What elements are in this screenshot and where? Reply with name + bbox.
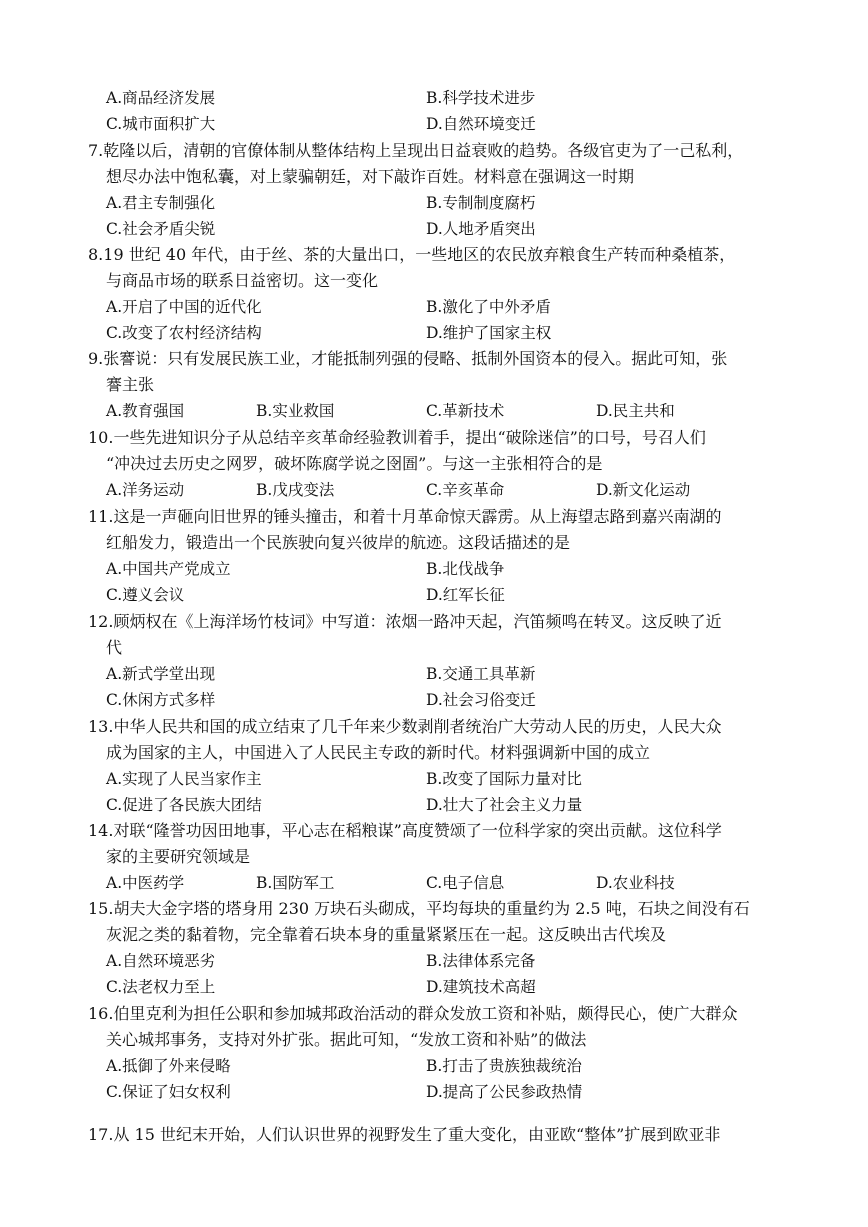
option-c[interactable]: C.促进了各民族大团结: [106, 796, 262, 814]
option-b[interactable]: B.法律体系完备: [426, 952, 536, 970]
option-d[interactable]: D.红军长征: [426, 586, 505, 604]
option-d[interactable]: D.农业科技: [596, 874, 675, 892]
option-a[interactable]: A.开启了中国的近代化: [106, 298, 262, 316]
option-b[interactable]: B.激化了中外矛盾: [426, 298, 551, 316]
option-a[interactable]: A.君主专制强化: [106, 194, 216, 212]
option-c[interactable]: C.改变了农村经济结构: [106, 324, 262, 342]
options-row: [88, 582, 788, 608]
options-row: [88, 687, 788, 713]
question-12: [88, 609, 788, 713]
question-stem: 10.一些先进知识分子从总结辛亥革命经验教训着手，提出“破除迷信”的口号，号召人们 “冲决过去历史之网罗，破坏陈腐学说之囹圄”。与这一主张相符合的是: [88, 428, 706, 473]
option-d[interactable]: D.自然环境变迁: [426, 115, 536, 133]
question-stem: 13.中华人民共和国的成立结束了几千年来少数剥削者统治广大劳动人民的历史，人民大众 成为国家的主人，中国进入了人民民主专政的新时代。材料强调新中国的成立: [88, 717, 722, 762]
option-b[interactable]: B.戊戌变法: [256, 481, 335, 499]
option-c[interactable]: C.城市面积扩大: [106, 115, 216, 133]
options-row: [88, 320, 788, 346]
question-9: [88, 346, 788, 424]
question-stem: 8.19 世纪 40 年代，由于丝、茶的大量出口，一些地区的农民放弃粮食生产转而种桑植茶， 与商品市场的联系日益密切。这一变化: [88, 245, 736, 290]
option-d[interactable]: D.民主共和: [596, 402, 675, 420]
option-c[interactable]: C.电子信息: [426, 874, 505, 892]
option-b[interactable]: B.实业救国: [256, 402, 335, 420]
options-row: [88, 948, 788, 974]
question-stem: 16.伯里克利为担任公职和参加城邦政治活动的群众发放工资和补贴，颇得民心，使广大群众 关心城邦事务，支持对外扩张。据此可知，“发放工资和补贴”的做法: [88, 1004, 738, 1049]
options-row: [88, 111, 788, 137]
question-10: [88, 425, 788, 503]
option-a[interactable]: A.自然环境恶劣: [106, 952, 216, 970]
option-c[interactable]: C.保证了妇女权利: [106, 1083, 231, 1101]
question-stem: 15.胡夫大金字塔的塔身用 230 万块石头砌成，平均每块的重量约为 2.5 吨，石块之间没有石 灰泥之类的黏着物，完全靠着石块本身的重量紧紧压在一起。这反映出古代埃及: [88, 899, 750, 944]
option-b[interactable]: B.交通工具革新: [426, 665, 536, 683]
options-row: [88, 792, 788, 818]
question-11: [88, 504, 788, 608]
question-15: [88, 896, 788, 1000]
option-d[interactable]: D.社会习俗变迁: [426, 691, 536, 709]
option-c[interactable]: C.社会矛盾尖锐: [106, 220, 216, 238]
options-row: [88, 216, 788, 242]
option-c[interactable]: C.革新技术: [426, 402, 505, 420]
question-16: [88, 1001, 788, 1105]
option-c[interactable]: C.辛亥革命: [426, 481, 505, 499]
prev-question-options: [88, 85, 788, 137]
question-17: [88, 1122, 788, 1148]
option-d[interactable]: D.壮大了社会主义力量: [426, 796, 583, 814]
option-a[interactable]: A.中国共产党成立: [106, 560, 231, 578]
option-b[interactable]: B.国防军工: [256, 874, 335, 892]
options-row: [88, 477, 788, 503]
option-b[interactable]: B.北伐战争: [426, 560, 505, 578]
question-stem: 12.顾炳权在《上海洋场竹枝词》中写道：浓烟一路冲天起，汽笛频鸣在转叉。这反映了近 代: [88, 612, 722, 657]
options-row: [88, 870, 788, 896]
option-a[interactable]: A.商品经济发展: [106, 89, 216, 107]
options-row: [88, 190, 788, 216]
option-d[interactable]: D.建筑技术高超: [426, 978, 536, 996]
question-8: [88, 242, 788, 346]
option-b[interactable]: B.改变了国际力量对比: [426, 770, 582, 788]
options-row: [88, 294, 788, 320]
question-13: [88, 714, 788, 818]
options-row: [88, 766, 788, 792]
option-c[interactable]: C.法老权力至上: [106, 978, 216, 996]
options-row: [88, 85, 788, 111]
option-b[interactable]: B.专制制度腐朽: [426, 194, 536, 212]
option-b[interactable]: B.打击了贵族独裁统治: [426, 1057, 582, 1075]
option-a[interactable]: A.抵御了外来侵略: [106, 1057, 231, 1075]
option-a[interactable]: A.实现了人民当家作主: [106, 770, 262, 788]
option-a[interactable]: A.新式学堂出现: [106, 665, 216, 683]
option-d[interactable]: D.维护了国家主权: [426, 324, 552, 342]
question-stem: 14.对联“隆誉功因田地事，平心志在稻粮谋”高度赞颂了一位科学家的突出贡献。这位科学 家的主要研究领域是: [88, 821, 722, 866]
question-14: [88, 818, 788, 896]
option-c[interactable]: C.遵义会议: [106, 586, 185, 604]
option-a[interactable]: A.中医药学: [106, 874, 185, 892]
options-row: [88, 398, 788, 424]
option-d[interactable]: D.提高了公民参政热情: [426, 1083, 583, 1101]
options-row: [88, 1079, 788, 1105]
options-row: [88, 974, 788, 1000]
option-d[interactable]: D.新文化运动: [596, 481, 691, 499]
question-7: [88, 138, 788, 242]
question-stem: 17.从 15 世纪末开始，人们认识世界的视野发生了重大变化，由亚欧“整体”扩展到欧亚非: [88, 1125, 721, 1144]
options-row: [88, 556, 788, 582]
option-a[interactable]: A.洋务运动: [106, 481, 185, 499]
option-c[interactable]: C.休闲方式多样: [106, 691, 216, 709]
option-a[interactable]: A.教育强国: [106, 402, 185, 420]
question-stem: 9.张謇说：只有发展民族工业，才能抵制列强的侵略、抵制外国资本的侵入。据此可知，张 謇主张: [88, 349, 728, 394]
options-row: [88, 661, 788, 687]
options-row: [88, 1053, 788, 1079]
question-stem: 11.这是一声砸向旧世界的锤头撞击，和着十月革命惊天霹雳。从上海望志路到嘉兴南湖的 红船发力，锻造出一个民族驶向复兴彼岸的航迹。这段话描述的是: [88, 507, 722, 552]
option-d[interactable]: D.人地矛盾突出: [426, 220, 536, 238]
question-stem: 7.乾隆以后，清朝的官僚体制从整体结构上呈现出日益衰败的趋势。各级官吏为了一己私利， 想尽办法中饱私囊，对上蒙骗朝廷，对下敲诈百姓。材料意在强调这一时期: [88, 141, 744, 186]
option-b[interactable]: B.科学技术进步: [426, 89, 536, 107]
